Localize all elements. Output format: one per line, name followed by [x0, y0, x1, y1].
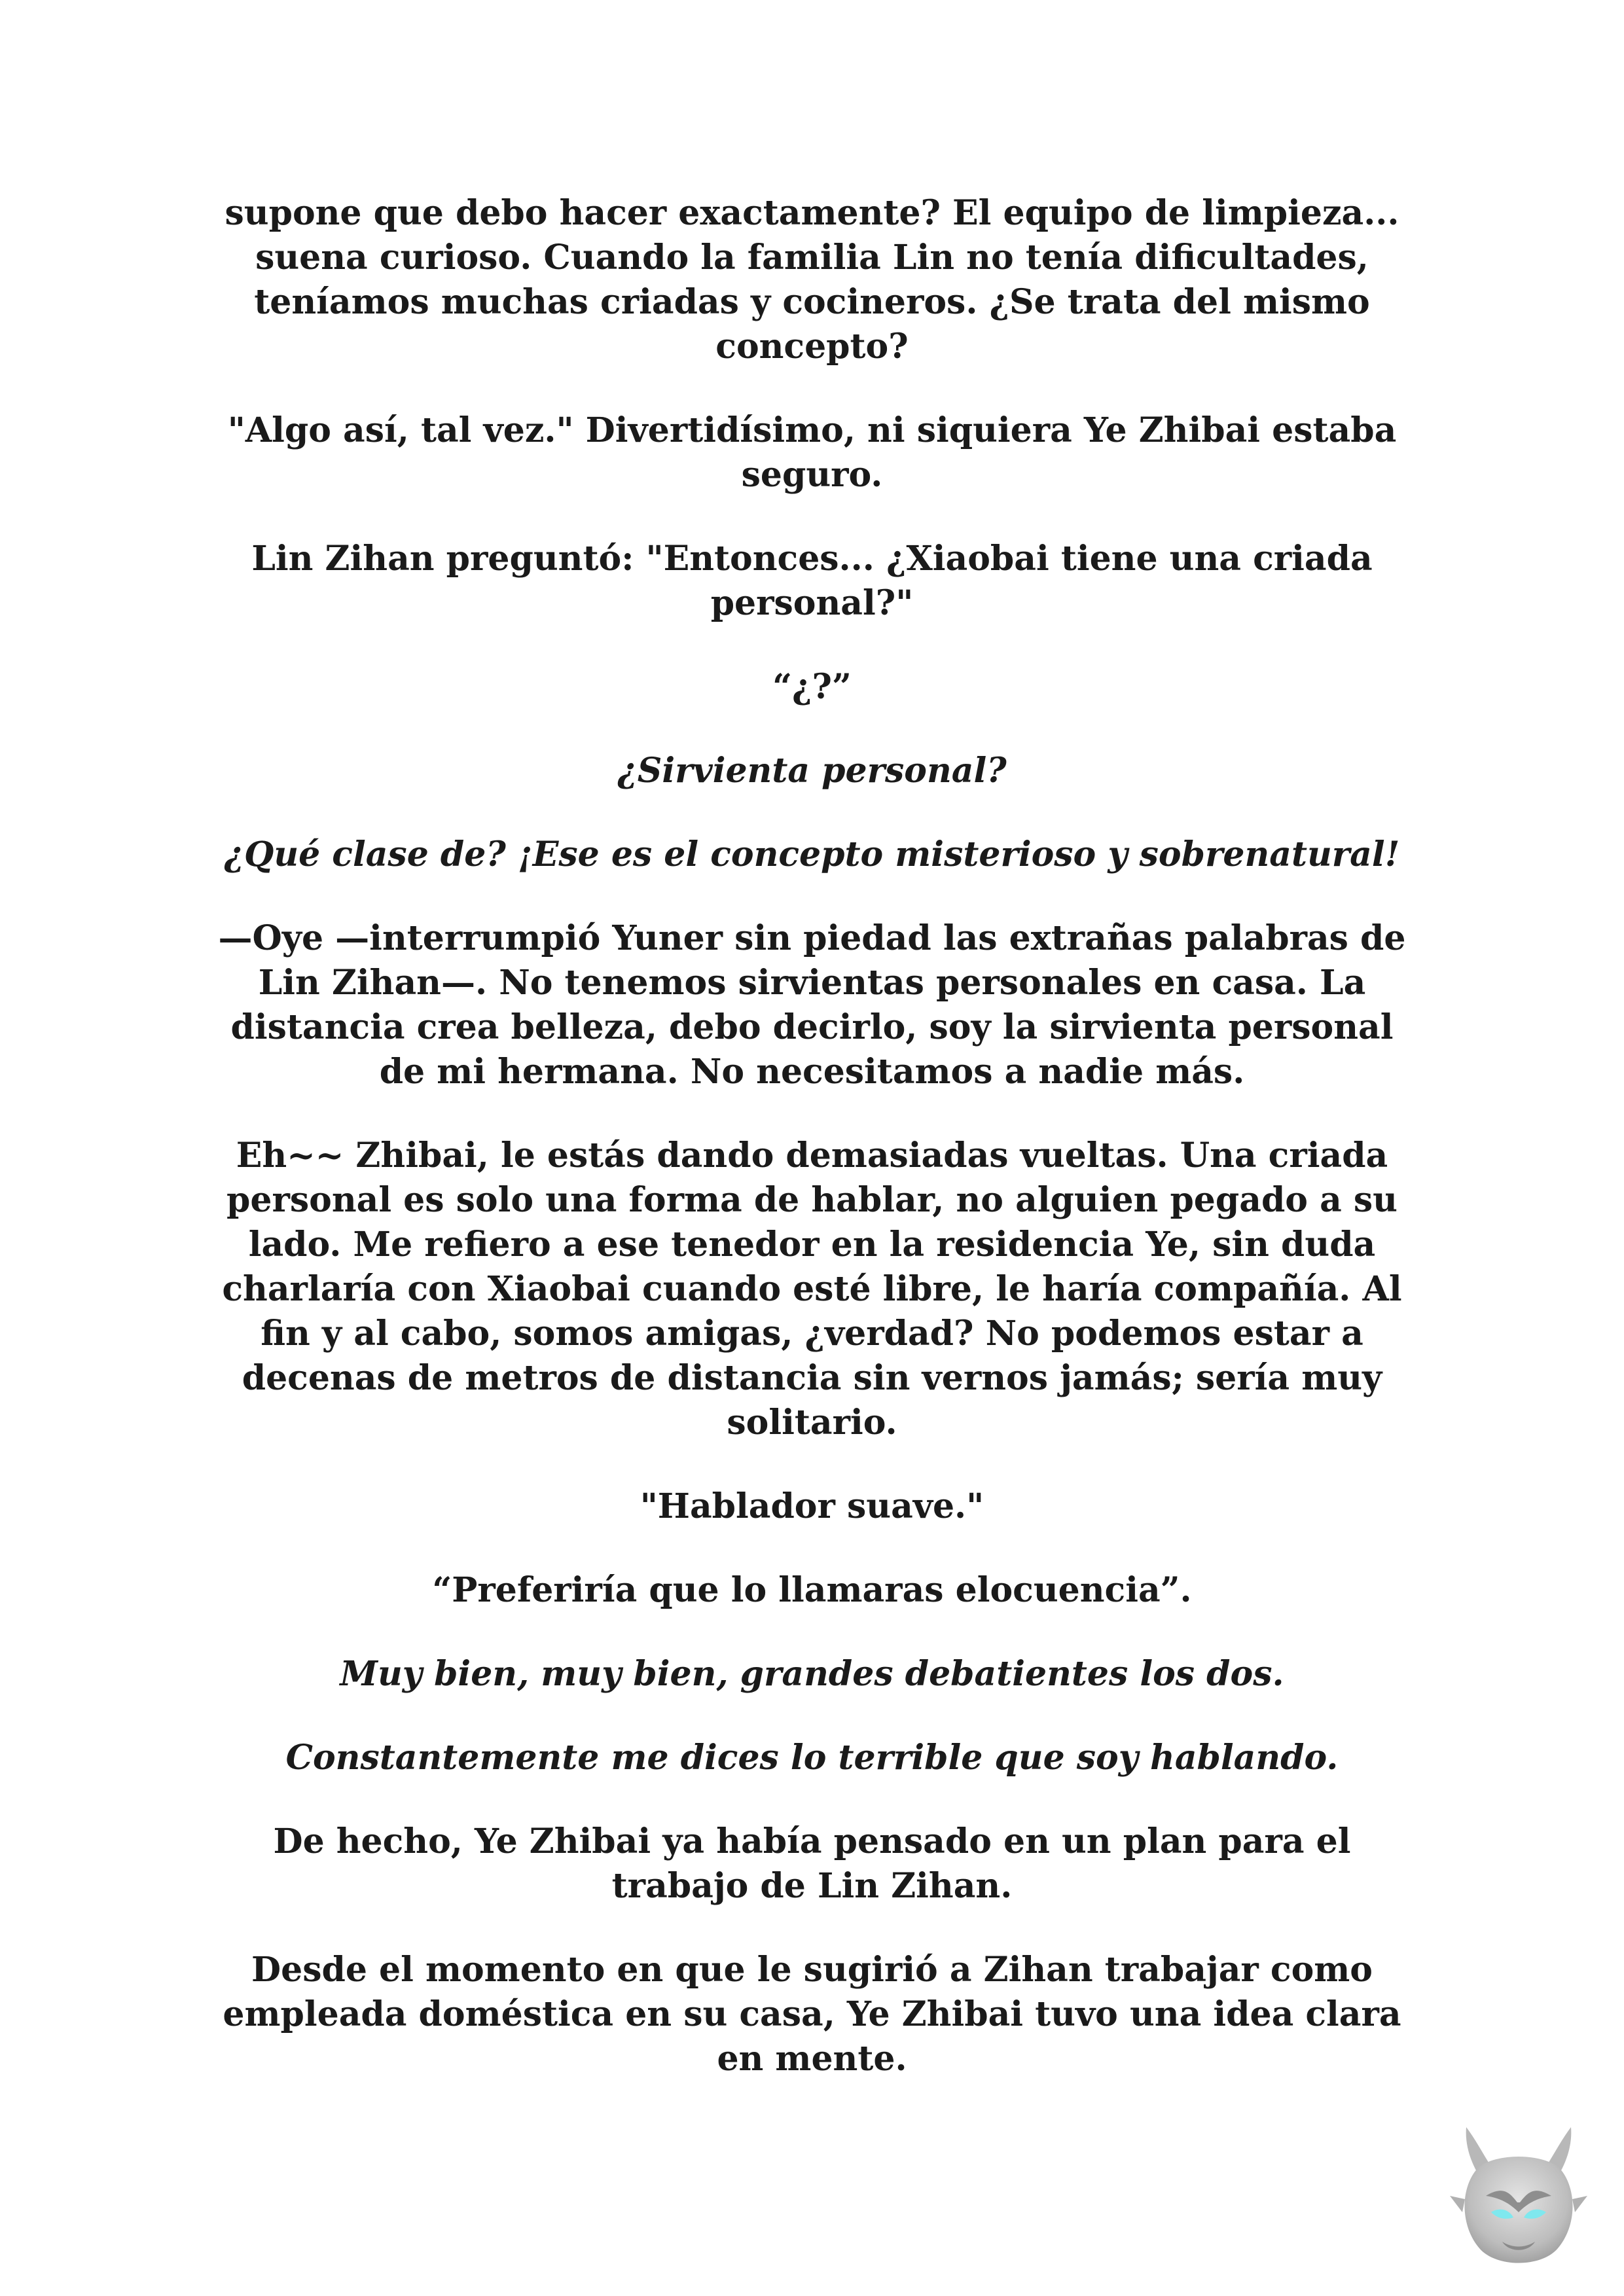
paragraph: “¿?”: [772, 667, 852, 707]
paragraph: —Oye —interrumpió Yuner sin piedad las extrañas palabras de Lin Zihan—. No tenemos sirvientas personales en casa. La distancia crea belleza, debo decirlo, soy la sirvienta personal de mi hermana. No necesitamos a nadie más.: [218, 918, 1406, 1092]
paragraph-italic: Constantemente me dices lo terrible que soy hablando.: [285, 1738, 1339, 1778]
paragraph: "Algo así, tal vez." Divertidísimo, ni siquiera Ye Zhibai estaba seguro.: [227, 410, 1397, 495]
paragraph: Lin Zihan preguntó: "Entonces... ¿Xiaobai tiene una criada personal?": [251, 539, 1373, 623]
demon-head-icon: [1440, 2114, 1597, 2278]
paragraph: supone que debo hacer exactamente? El equipo de limpieza... suena curioso. Cuando la familia Lin no tenía dificultades, teníamos muchas criadas y cocineros. ¿Se trata del mismo concepto?: [225, 193, 1399, 367]
paragraph: “Preferiría que lo llamaras elocuencia”.: [432, 1570, 1192, 1610]
paragraph-italic: Muy bien, muy bien, grandes debatientes los dos.: [340, 1654, 1284, 1694]
paragraph-italic: ¿Sirvienta personal?: [617, 751, 1007, 791]
text-body: [216, 191, 1408, 2121]
paragraph-italic: ¿Qué clase de? ¡Ese es el concepto misterioso y sobrenatural!: [224, 834, 1400, 874]
paragraph: De hecho, Ye Zhibai ya había pensado en un plan para el trabajo de Lin Zihan.: [273, 1821, 1351, 1906]
paragraph: Eh~~ Zhibai, le estás dando demasiadas vueltas. Una criada personal es solo una forma de hablar, no alguien pegado a su lado. Me refiero a ese tenedor en la residencia Ye, sin duda charlaría con Xiaobai cuando esté libre, le haría compañía. Al fin y al cabo, somos amigas, ¿verdad? No podemos estar a decenas de metros de distancia sin vernos jamás; sería muy solitario.: [222, 1136, 1402, 1443]
paragraph: "Hablador suave.": [640, 1486, 984, 1526]
paragraph: Desde el momento en que le sugirió a Zihan trabajar como empleada doméstica en su casa, Ye Zhibai tuvo una idea clara en mente.: [223, 1950, 1401, 2079]
